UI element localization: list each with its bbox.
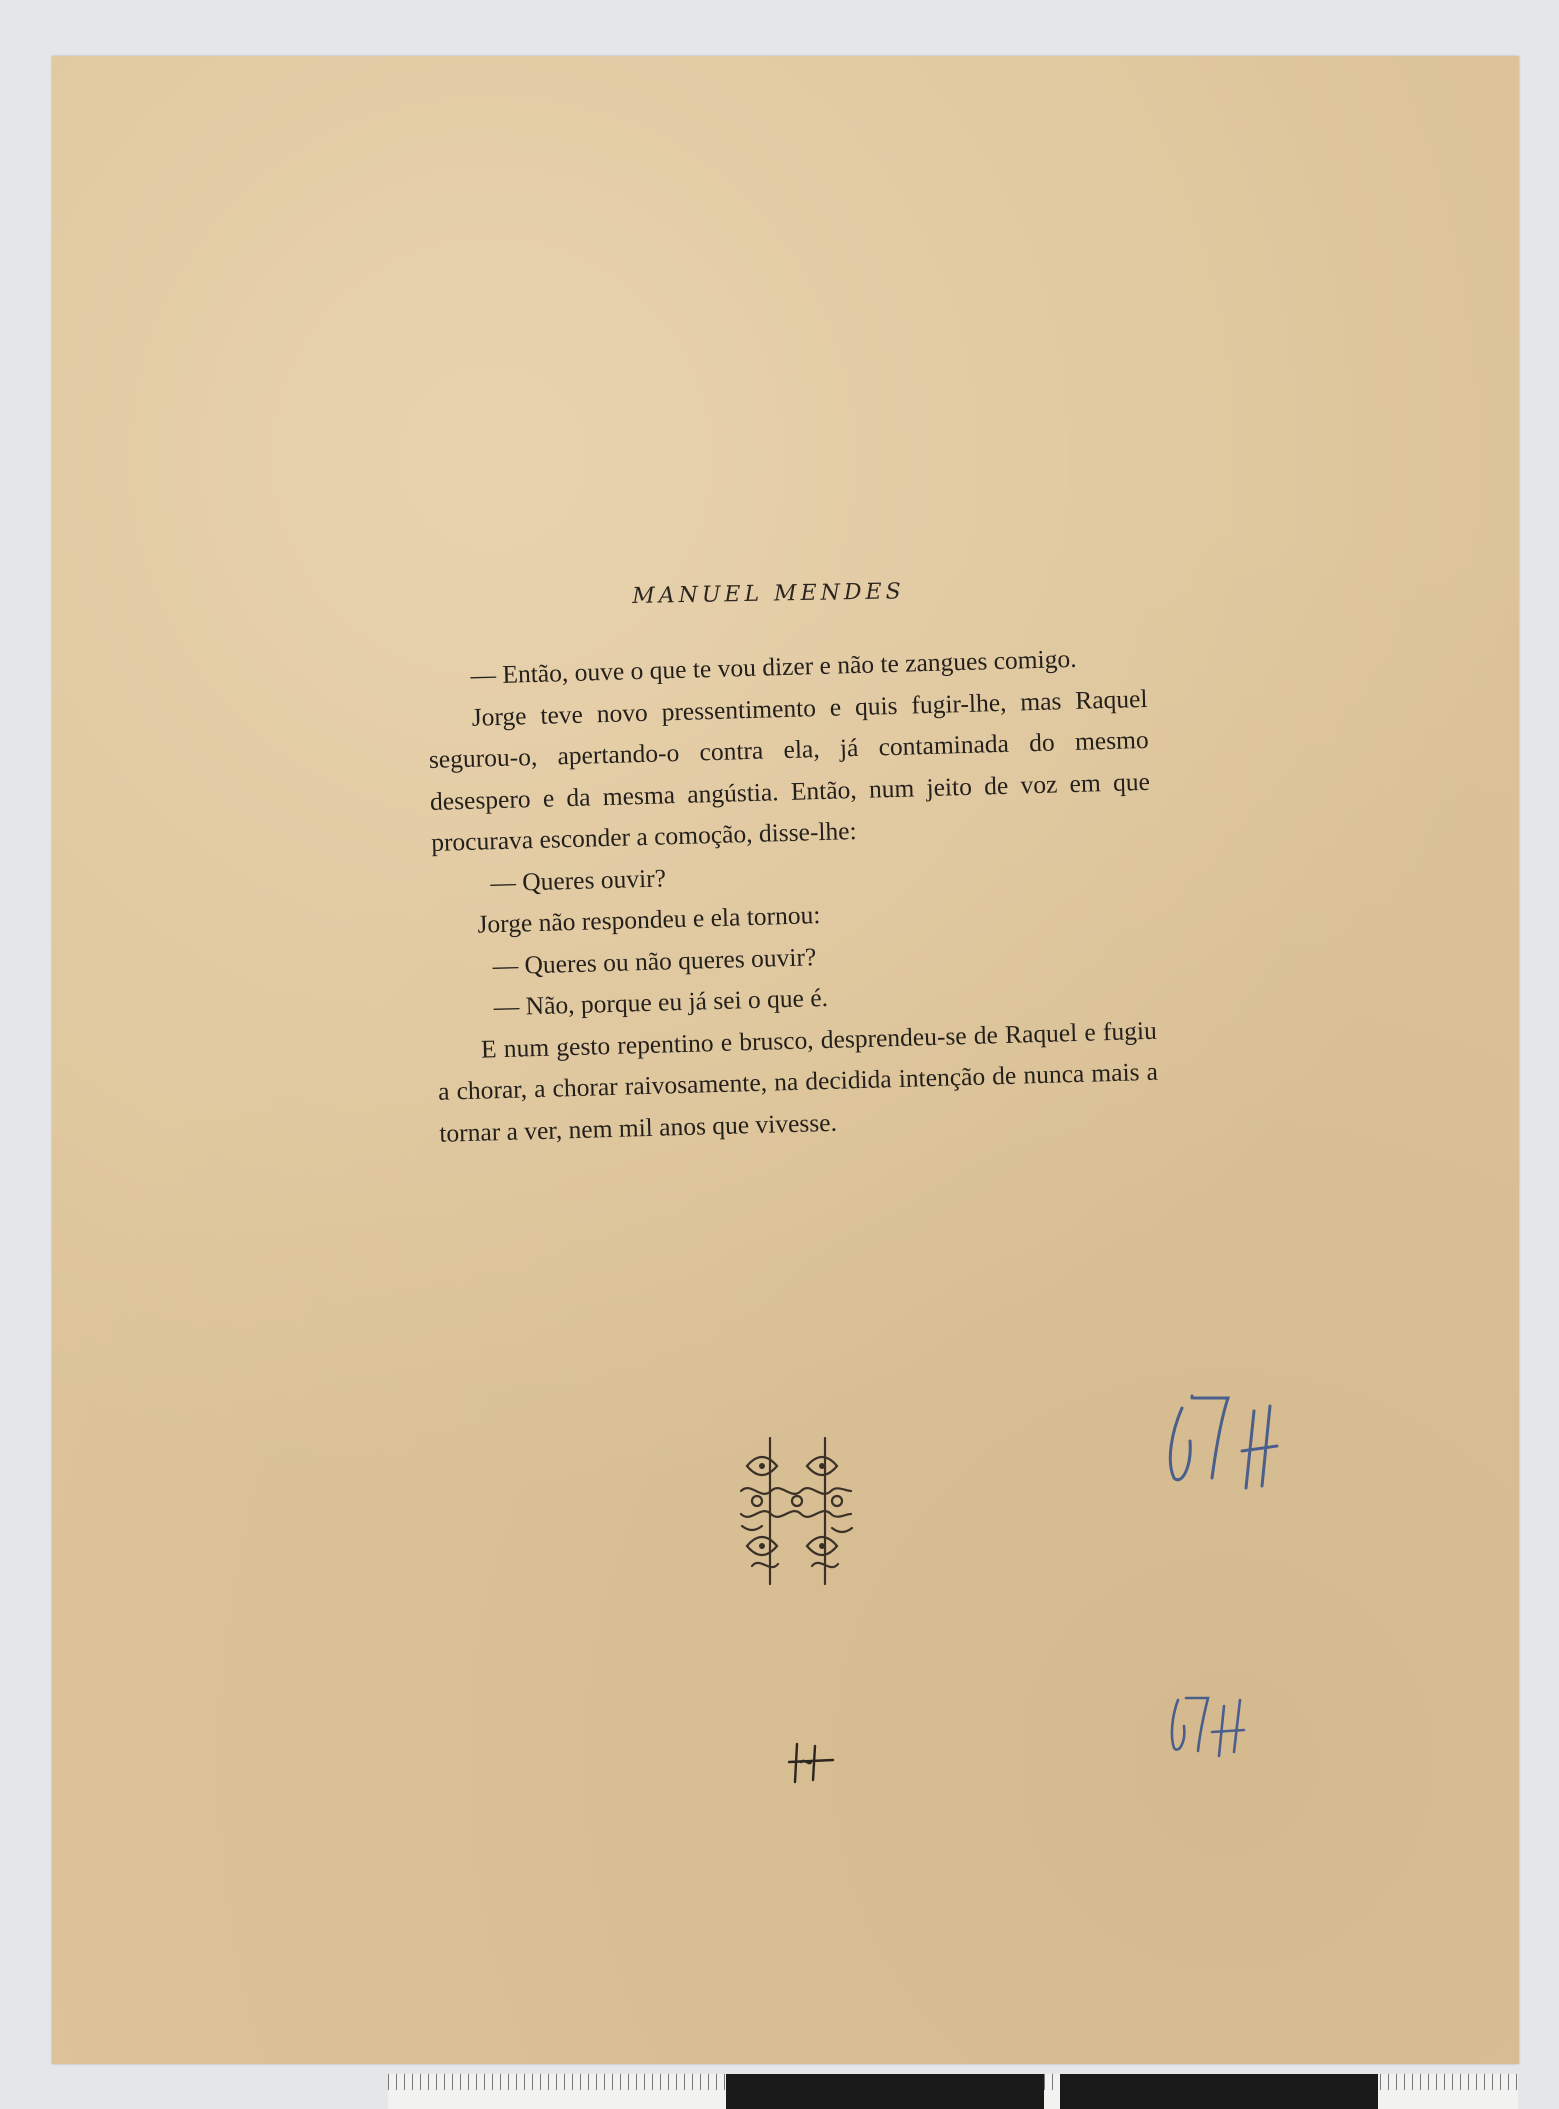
ornament-icon: [737, 1436, 862, 1586]
handwritten-mark-lower: [1164, 1686, 1254, 1766]
scale-ruler: [388, 2074, 1518, 2109]
handwritten-mark-upper: [1162, 1386, 1292, 1496]
paragraph-1: — Então, ouve o que te vou dizer e não te zangues comigo.: [470, 643, 1077, 690]
folio-mark: [787, 1736, 837, 1786]
body-text: [426, 636, 1160, 1154]
document-page: [52, 56, 1519, 2064]
running-head: MANUEL MENDES: [632, 579, 905, 609]
paragraph-4: Jorge não respondeu e ela tornou:: [477, 900, 821, 939]
paragraph-5: — Queres ou não queres ouvir?: [492, 941, 817, 980]
paragraph-7: E num gesto repentino e brusco, desprendeu-se de Raquel e fugiu a chorar, a chorar raivosamente, na decidida intenção de nunca mais a tornar a ver, nem mil anos que vivesse.: [437, 1015, 1159, 1148]
paragraph-3: — Queres ouvir?: [489, 862, 667, 897]
paragraph-2: Jorge teve novo pressentimento e quis fugir-lhe, mas Raquel segurou-o, apertando-o contra ela, já contaminada do mesmo desespero e da mesma angústia. Então, num jeito de voz em que procurava esconder a comoção, disse-lhe:: [428, 683, 1151, 857]
paragraph-6: — Não, porque eu já sei o que é.: [493, 982, 829, 1022]
